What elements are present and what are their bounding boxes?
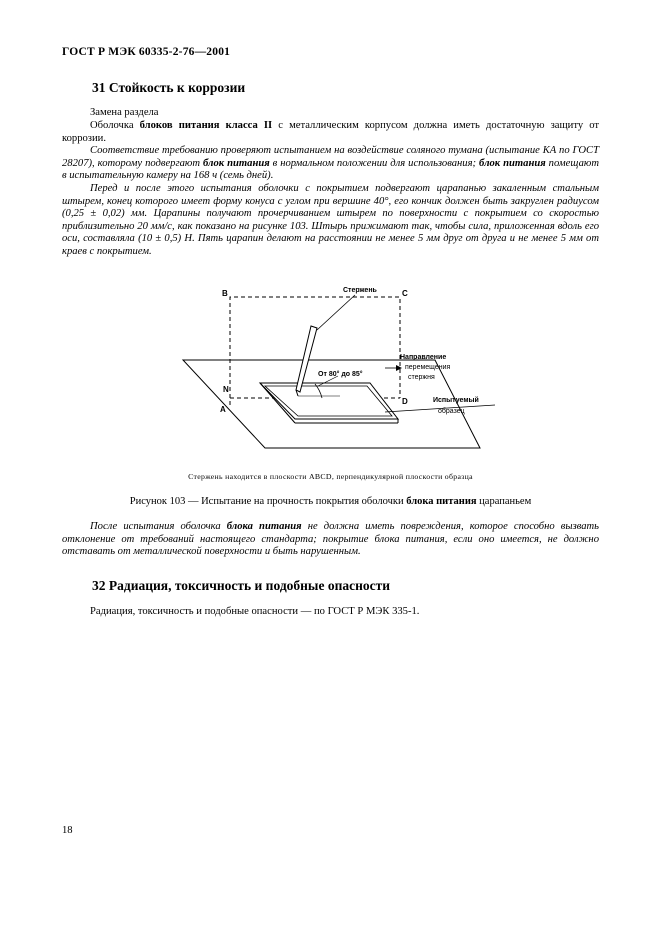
label-b: B <box>222 289 228 298</box>
text-run: блок питания <box>479 157 546 169</box>
text-run: После испытания оболочка <box>90 521 227 532</box>
label-n: N <box>223 385 229 394</box>
text-run: блока питания <box>226 521 302 532</box>
text-run: Оболочка <box>90 120 140 131</box>
document-header: ГОСТ Р МЭК 60335-2-76—2001 <box>62 46 231 58</box>
label-direction-1: Направление <box>400 354 447 361</box>
figure-caption <box>62 496 599 507</box>
text-run: блоков питания класса II <box>139 120 273 131</box>
specimen-top <box>260 383 398 419</box>
paragraph-salt-mist-test <box>62 145 599 183</box>
figure-note: Стержень находится в плоскости ABCD, перпендикулярной плоскости образца <box>188 472 473 481</box>
page-number: 18 <box>62 825 73 836</box>
label-angle: От 80° до 85° <box>318 371 363 378</box>
text-run: помещают в испытательную камеру на 168 ч (семь дней). <box>62 157 600 182</box>
text-run: Соответствие требованию проверяют испытанием на воздействие соляного тумана (испытание КА по ГОСТ 28207), которому подвергают <box>62 145 599 169</box>
label-d: D <box>402 397 408 406</box>
text-run: блок питания <box>203 157 270 169</box>
text-run: Рисунок 103 — Испытание на прочность покрытия оболочки <box>129 496 407 507</box>
paragraph-scratch-test: Перед и после этого испытания оболочки с покрытием подвергают царапанью закаленным стальным штырем, конец которого имеет форму конуса с углом при вершине 40°, его кончик должен быть закруглен радиусом (0,25 ± 0,02) мм. Царапины получают прочерчиванием штырем по поверхности с покрытием со скоростью приблизительно 20 мм/с, как показано на рисунке 103. Штырь прижимают так, чтобы сила, приложенная вдоль его оси, составляла (10 ± 0,5) Н. Пять царапин делают на расстоянии не менее 5 мм друг от друга и не менее 5 мм от краев с покрытием. <box>62 183 599 257</box>
paragraph-radiation: Радиация, токсичность и подобные опасности — по ГОСТ Р МЭК 335-1. <box>90 606 420 617</box>
rod-stylus <box>296 326 317 392</box>
label-specimen-2: образец <box>438 408 465 415</box>
replace-note: Замена раздела <box>90 107 159 118</box>
direction-arrowhead <box>396 365 402 371</box>
text-run: блока питания <box>406 496 477 507</box>
text-run: царапаньем <box>476 496 532 507</box>
section-31-title: 31 Стойкость к коррозии <box>92 80 246 95</box>
paragraph-enclosure-protection <box>62 120 599 145</box>
label-rod: Стержень <box>343 287 377 294</box>
label-specimen-1: Испытуемый <box>433 397 479 404</box>
text-run: в нормальном положении для использования; <box>269 157 480 169</box>
label-a: A <box>220 405 226 414</box>
rod-leader <box>317 295 355 330</box>
text-run: с металлическим корпусом должна иметь достаточную защиту от коррозии. <box>62 120 600 144</box>
figure-103-diagram <box>150 280 520 460</box>
label-direction-3: стержня <box>408 374 435 381</box>
label-c: C <box>402 289 408 298</box>
text-run: не должна иметь повреждения, которое способно вызвать отклонение от требований настоящего стандарта; покрытие блока питания, если оно имеется, не должно отставать от металлической поверхности и быть нарушенным. <box>62 521 599 558</box>
section-32-title: 32 Радиация, токсичность и подобные опасности <box>92 578 391 593</box>
paragraph-after-test <box>62 521 599 559</box>
label-direction-2: перемещения <box>405 364 451 371</box>
